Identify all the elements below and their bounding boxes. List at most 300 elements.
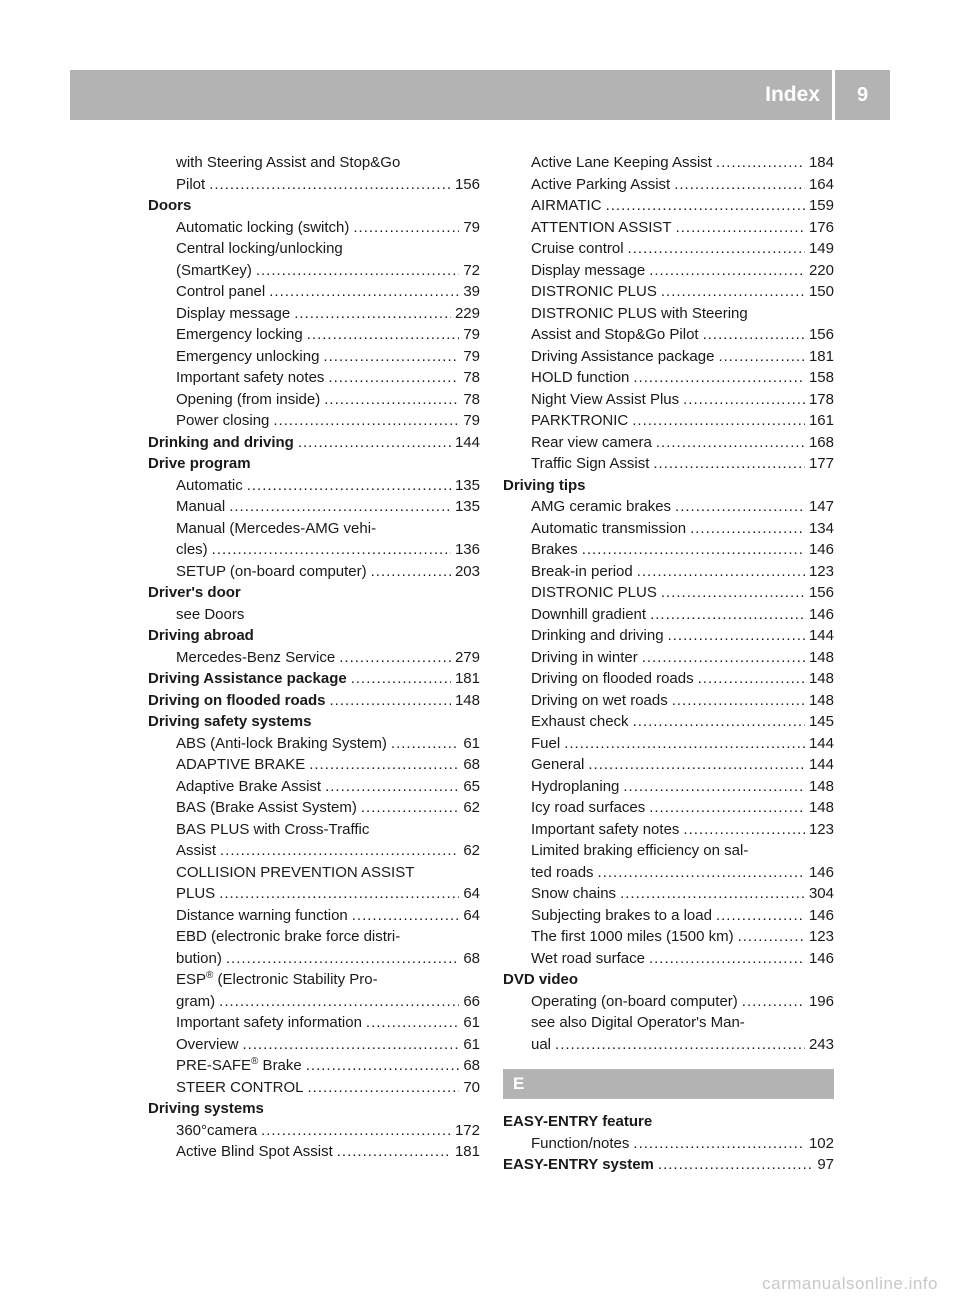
dot-leader — [339, 647, 451, 669]
registered-mark: ® — [251, 1056, 259, 1067]
entry-label: 360°camera — [176, 1121, 258, 1139]
index-subentry — [148, 496, 480, 518]
page-reference[interactable]: 146 — [808, 863, 834, 881]
index-column-left — [148, 152, 480, 1163]
index-subentry — [503, 776, 834, 798]
page-reference[interactable]: 68 — [463, 1057, 480, 1074]
entry-label: General — [531, 756, 585, 773]
index-subentry — [148, 281, 480, 303]
index-subentry — [148, 991, 480, 1013]
entry-label: Drive program — [148, 455, 251, 472]
dot-leader — [718, 346, 805, 368]
dot-leader — [309, 754, 459, 776]
index-subentry — [148, 1120, 480, 1142]
entry-label: Cruise control — [531, 240, 624, 257]
page-reference[interactable]: 144 — [454, 433, 480, 451]
dot-leader — [633, 1133, 805, 1155]
index-subentry — [148, 797, 480, 819]
page-reference[interactable]: 279 — [454, 648, 480, 666]
index-subentry — [503, 1012, 834, 1034]
index-subentry — [503, 303, 834, 325]
index-subentry — [503, 711, 834, 733]
index-heading — [503, 1111, 834, 1133]
entry-label: STEER CONTROL — [176, 1078, 304, 1096]
section-title: Index — [765, 83, 820, 106]
index-subentry — [148, 410, 480, 432]
page-reference[interactable]: 178 — [808, 390, 834, 408]
page-reference[interactable]: 164 — [808, 175, 834, 193]
index-subentry — [503, 410, 834, 432]
index-heading — [148, 582, 480, 604]
page-reference[interactable]: 134 — [808, 519, 834, 537]
entry-label: Exhaust check — [531, 713, 629, 730]
page-reference[interactable]: 148 — [808, 670, 834, 687]
dot-leader — [742, 991, 805, 1013]
index-subentry — [148, 776, 480, 798]
entry-label: Brakes — [531, 541, 578, 558]
entry-label: Pilot — [176, 175, 206, 193]
dot-leader — [628, 238, 805, 260]
page-reference[interactable]: 68 — [463, 756, 480, 773]
page-reference[interactable]: 66 — [463, 992, 480, 1010]
dot-leader — [353, 217, 459, 239]
entry-label: Mercedes-Benz Service — [176, 648, 336, 666]
index-subentry — [503, 432, 834, 454]
dot-leader — [261, 1120, 451, 1142]
page-reference[interactable]: 149 — [808, 240, 834, 257]
index-subentry — [503, 324, 834, 346]
index-subentry — [148, 926, 480, 948]
page-reference[interactable]: 148 — [454, 691, 480, 709]
index-subentry — [503, 260, 834, 282]
entry-label: Limited braking efficiency on sal- — [531, 842, 749, 859]
page-reference[interactable]: 156 — [808, 326, 834, 343]
page-reference[interactable]: 220 — [808, 261, 834, 279]
dot-leader — [325, 776, 459, 798]
index-heading — [148, 432, 480, 454]
dot-leader — [308, 1077, 460, 1099]
page-reference[interactable]: 97 — [817, 1156, 834, 1173]
page-reference[interactable]: 79 — [463, 218, 480, 236]
entry-label: Emergency locking — [176, 326, 303, 343]
entry-label: Wet road surface — [531, 949, 645, 967]
page-reference[interactable]: 148 — [808, 777, 834, 795]
dot-leader — [675, 496, 805, 518]
page-reference[interactable]: 148 — [808, 648, 834, 666]
page-reference[interactable]: 181 — [808, 347, 834, 365]
index-subentry — [148, 260, 480, 282]
registered-mark: ® — [206, 970, 214, 981]
dot-leader — [698, 668, 805, 690]
dot-leader — [661, 582, 805, 604]
index-subentry — [503, 195, 834, 217]
index-subentry — [148, 539, 480, 561]
dot-leader — [247, 475, 451, 497]
index-subentry — [503, 496, 834, 518]
dot-leader — [632, 410, 805, 432]
page-reference[interactable]: 61 — [463, 734, 480, 752]
page-reference[interactable]: 62 — [463, 799, 480, 816]
entry-label: Opening (from inside) — [176, 390, 321, 408]
index-subentry — [503, 668, 834, 690]
index-subentry — [148, 389, 480, 411]
dot-leader — [676, 217, 805, 239]
entry-label: Hydroplaning — [531, 777, 620, 795]
index-subentry — [503, 883, 834, 905]
entry-label: Doors — [148, 197, 192, 214]
dot-leader — [323, 346, 459, 368]
entry-label: Important safety notes — [176, 369, 325, 386]
dot-leader — [672, 690, 805, 712]
index-subentry — [148, 754, 480, 776]
entry-label: Driving tips — [503, 476, 586, 494]
entry-label: DISTRONIC PLUS — [531, 283, 657, 300]
index-subentry — [148, 862, 480, 884]
entry-label: COLLISION PREVENTION ASSIST — [176, 863, 415, 881]
index-subentry — [503, 797, 834, 819]
dot-leader — [623, 776, 805, 798]
entry-label: Snow chains — [531, 885, 617, 902]
dot-leader — [661, 281, 805, 303]
index-subentry — [148, 883, 480, 905]
entry-label: AIRMATIC — [531, 197, 602, 214]
entry-label: (SmartKey) — [176, 261, 252, 279]
entry-label: cles) — [176, 541, 208, 558]
page-reference[interactable]: 146 — [808, 605, 834, 623]
entry-label: DISTRONIC PLUS with Steering — [531, 304, 748, 322]
dot-leader — [212, 539, 451, 561]
entry-label: Active Lane Keeping Assist — [531, 154, 712, 171]
page-reference[interactable]: 304 — [808, 885, 834, 902]
entry-label: EASY-ENTRY feature — [503, 1113, 653, 1130]
page-reference[interactable]: 136 — [454, 541, 480, 558]
index-subentry — [503, 1034, 834, 1056]
entry-label: ted roads — [531, 863, 594, 881]
index-subentry — [148, 561, 480, 583]
dot-leader — [620, 883, 805, 905]
page-reference[interactable]: 168 — [808, 433, 834, 451]
index-subentry — [503, 819, 834, 841]
page-reference[interactable]: 65 — [463, 777, 480, 795]
index-subentry — [148, 969, 480, 991]
page-reference[interactable]: 62 — [463, 842, 480, 859]
page-reference[interactable]: 148 — [808, 799, 834, 816]
entry-label: Assist — [176, 842, 217, 859]
entry-label: Display message — [531, 261, 646, 279]
index-heading — [148, 625, 480, 647]
index-subentry — [148, 905, 480, 927]
entry-label: Active Blind Spot Assist — [176, 1143, 333, 1160]
entry-label: Important safety information — [176, 1014, 362, 1031]
dot-leader — [582, 539, 805, 561]
entry-label: Drinking and driving — [531, 627, 664, 644]
dot-leader — [642, 647, 805, 669]
dot-leader — [683, 389, 805, 411]
page-reference[interactable]: 144 — [808, 734, 834, 752]
index-column-right — [503, 152, 834, 1176]
index-subentry — [503, 152, 834, 174]
entry-label: Driving on flooded roads — [148, 691, 326, 709]
page-reference[interactable]: 79 — [463, 326, 480, 343]
index-subentry — [148, 303, 480, 325]
entry-label: Driving in winter — [531, 648, 638, 666]
entry-label: Distance warning function — [176, 906, 348, 924]
entry-label-text: ESP — [176, 971, 207, 988]
page-reference[interactable]: 78 — [463, 369, 480, 386]
section-letter-band: E — [503, 1069, 834, 1099]
page-reference[interactable]: 150 — [808, 283, 834, 300]
dot-leader — [328, 367, 459, 389]
index-subentry — [148, 367, 480, 389]
page-reference[interactable]: 39 — [463, 283, 480, 300]
dot-leader — [649, 948, 805, 970]
dot-leader — [337, 1141, 451, 1163]
dot-leader — [637, 561, 805, 583]
entry-label: Downhill gradient — [531, 605, 647, 623]
dot-leader — [716, 152, 805, 174]
page-reference[interactable]: 196 — [808, 992, 834, 1010]
page-reference[interactable]: 156 — [454, 175, 480, 193]
page-reference[interactable]: 123 — [808, 562, 834, 580]
entry-label: Manual — [176, 498, 226, 515]
entry-label: Operating (on-board computer) — [531, 992, 738, 1010]
index-heading — [148, 668, 480, 690]
page-reference[interactable]: 158 — [808, 369, 834, 386]
page-reference[interactable]: 177 — [808, 455, 834, 472]
dot-leader — [606, 195, 805, 217]
index-subentry — [148, 475, 480, 497]
page-reference[interactable]: 61 — [463, 1014, 480, 1031]
page-reference[interactable]: 64 — [463, 885, 480, 902]
index-subentry — [148, 1034, 480, 1056]
entry-label: Assist and Stop&Go Pilot — [531, 326, 699, 343]
index-heading — [148, 711, 480, 733]
dot-leader — [371, 561, 451, 583]
entry-label: Driving safety systems — [148, 713, 312, 730]
page-reference[interactable]: 148 — [808, 691, 834, 709]
entry-label: Active Parking Assist — [531, 175, 671, 193]
index-heading — [148, 195, 480, 217]
entry-label: Driving abroad — [148, 627, 254, 644]
entry-label: EBD (electronic brake force distri- — [176, 928, 401, 945]
index-subentry — [503, 217, 834, 239]
page-reference[interactable]: 102 — [808, 1134, 834, 1152]
page-reference[interactable]: 146 — [808, 949, 834, 967]
index-subentry — [503, 238, 834, 260]
entry-label: HOLD function — [531, 369, 630, 386]
entry-label: Break-in period — [531, 562, 633, 580]
entry-label: Driving on wet roads — [531, 691, 668, 709]
entry-label: SETUP (on-board computer) — [176, 562, 367, 580]
page-reference[interactable]: 161 — [808, 412, 834, 429]
entry-label: PARKTRONIC — [531, 412, 629, 429]
index-heading — [503, 969, 834, 991]
page-reference[interactable]: 123 — [808, 928, 834, 945]
dot-leader — [683, 819, 805, 841]
entry-label: Manual (Mercedes-AMG vehi- — [176, 519, 377, 537]
index-subentry — [503, 367, 834, 389]
dot-leader — [352, 905, 460, 927]
entry-label: Driving systems — [148, 1100, 264, 1117]
index-subentry — [148, 518, 480, 540]
index-subentry — [148, 174, 480, 196]
page-reference[interactable]: 172 — [454, 1121, 480, 1139]
page-reference[interactable]: 147 — [808, 498, 834, 515]
index-heading — [148, 1098, 480, 1120]
entry-label: Icy road surfaces — [531, 799, 646, 816]
dot-leader — [649, 260, 805, 282]
index-subentry — [503, 948, 834, 970]
entry-label — [176, 969, 378, 991]
index-subentry — [503, 346, 834, 368]
dot-leader — [273, 410, 459, 432]
entry-label: see also Digital Operator's Man- — [531, 1014, 745, 1031]
dot-leader — [598, 862, 805, 884]
entry-label: ual — [531, 1035, 552, 1053]
dot-leader — [361, 797, 459, 819]
dot-leader — [649, 797, 805, 819]
dot-leader — [564, 733, 805, 755]
index-subentry — [503, 281, 834, 303]
index-heading — [148, 453, 480, 475]
dot-leader — [650, 604, 805, 626]
dot-leader — [633, 711, 805, 733]
entry-label: Driving Assistance package — [148, 670, 347, 687]
page-reference[interactable]: 78 — [463, 390, 480, 408]
entry-label: Adaptive Brake Assist — [176, 777, 322, 795]
page-reference[interactable]: 184 — [808, 154, 834, 171]
entry-label: ATTENTION ASSIST — [531, 218, 672, 236]
index-subentry — [148, 238, 480, 260]
index-subentry — [503, 539, 834, 561]
index-subentry — [503, 991, 834, 1013]
entry-label: EASY-ENTRY system — [503, 1156, 654, 1173]
page-reference[interactable]: 144 — [808, 627, 834, 644]
page-reference[interactable]: 145 — [808, 713, 834, 730]
page-reference[interactable]: 61 — [463, 1035, 480, 1053]
page-reference[interactable]: 70 — [463, 1078, 480, 1096]
index-subentry — [148, 1012, 480, 1034]
page-reference[interactable]: 229 — [454, 304, 480, 322]
entry-label: Emergency unlocking — [176, 347, 320, 365]
entry-label: BAS PLUS with Cross-Traffic — [176, 820, 370, 838]
dot-leader — [220, 840, 459, 862]
index-subentry — [503, 905, 834, 927]
page-reference[interactable]: 146 — [808, 906, 834, 924]
entry-label: Automatic transmission — [531, 519, 687, 537]
entry-label: DISTRONIC PLUS — [531, 584, 657, 601]
index-subentry — [148, 1141, 480, 1163]
index-subentry — [503, 840, 834, 862]
dot-leader — [656, 432, 805, 454]
dot-leader — [219, 883, 459, 905]
dot-leader — [366, 1012, 459, 1034]
page-reference[interactable]: 64 — [463, 906, 480, 924]
page-reference[interactable]: 79 — [463, 412, 480, 429]
entry-label: The first 1000 miles (1500 km) — [531, 928, 734, 945]
entry-label: AMG ceramic brakes — [531, 498, 672, 515]
page-reference[interactable]: 159 — [808, 197, 834, 214]
index-subentry — [503, 926, 834, 948]
dot-leader — [226, 948, 459, 970]
index-subentry — [148, 948, 480, 970]
page-reference[interactable]: 156 — [808, 584, 834, 601]
index-heading — [148, 690, 480, 712]
page-reference[interactable]: 181 — [454, 670, 480, 687]
entry-label: DVD video — [503, 971, 579, 988]
index-subentry — [503, 518, 834, 540]
page-reference[interactable]: 146 — [808, 541, 834, 558]
index-subentry — [503, 582, 834, 604]
entry-label: bution) — [176, 949, 222, 967]
entry-label: Night View Assist Plus — [531, 390, 680, 408]
index-subentry — [503, 389, 834, 411]
dot-leader — [658, 1154, 813, 1176]
entry-label: Central locking/unlocking — [176, 240, 343, 257]
entry-label: with Steering Assist and Stop&Go — [176, 154, 401, 171]
entry-label: Driver's door — [148, 584, 241, 601]
entry-label: Control panel — [176, 283, 266, 300]
index-subentry — [503, 1133, 834, 1155]
dot-leader — [351, 668, 451, 690]
dot-leader — [256, 260, 459, 282]
entry-label: Important safety notes — [531, 820, 680, 838]
entry-label: Driving on flooded roads — [531, 670, 694, 687]
entry-label: Drinking and driving — [148, 433, 294, 451]
index-subentry — [503, 453, 834, 475]
dot-leader — [298, 432, 451, 454]
page-reference[interactable]: 203 — [454, 562, 480, 580]
entry-label-suffix: Brake — [258, 1057, 302, 1074]
page-reference[interactable]: 176 — [808, 218, 834, 236]
dot-leader — [229, 496, 451, 518]
index-subentry — [148, 1077, 480, 1099]
entry-label: Overview — [176, 1035, 239, 1053]
dot-leader — [391, 733, 459, 755]
dot-leader — [633, 367, 805, 389]
page-reference[interactable]: 123 — [808, 820, 834, 838]
dot-leader — [738, 926, 805, 948]
dot-leader — [307, 324, 460, 346]
index-subentry — [148, 647, 480, 669]
index-subentry — [503, 625, 834, 647]
entry-label: Automatic — [176, 476, 243, 494]
entry-label: ABS (Anti-lock Braking System) — [176, 734, 387, 752]
dot-leader — [690, 518, 805, 540]
entry-label: ADAPTIVE BRAKE — [176, 756, 306, 773]
page-reference[interactable]: 243 — [808, 1035, 834, 1053]
entry-label: Display message — [176, 304, 291, 322]
page-reference[interactable]: 135 — [454, 476, 480, 494]
dot-leader — [588, 754, 805, 776]
index-subentry — [503, 647, 834, 669]
page-reference[interactable]: 79 — [463, 347, 480, 365]
page-reference[interactable]: 181 — [454, 1143, 480, 1160]
page-reference[interactable]: 144 — [808, 756, 834, 773]
entry-label-suffix: (Electronic Stability Pro- — [213, 971, 378, 988]
watermark-logo: carmanualsonline.info — [762, 1274, 938, 1293]
index-subentry — [148, 217, 480, 239]
page-reference[interactable]: 68 — [463, 949, 480, 967]
dot-leader — [653, 453, 805, 475]
page-reference[interactable]: 135 — [454, 498, 480, 515]
page-reference[interactable]: 72 — [463, 261, 480, 279]
entry-label — [176, 1055, 302, 1077]
index-subentry — [503, 754, 834, 776]
entry-label: BAS (Brake Assist System) — [176, 799, 357, 816]
index-subentry — [503, 561, 834, 583]
dot-leader — [269, 281, 459, 303]
